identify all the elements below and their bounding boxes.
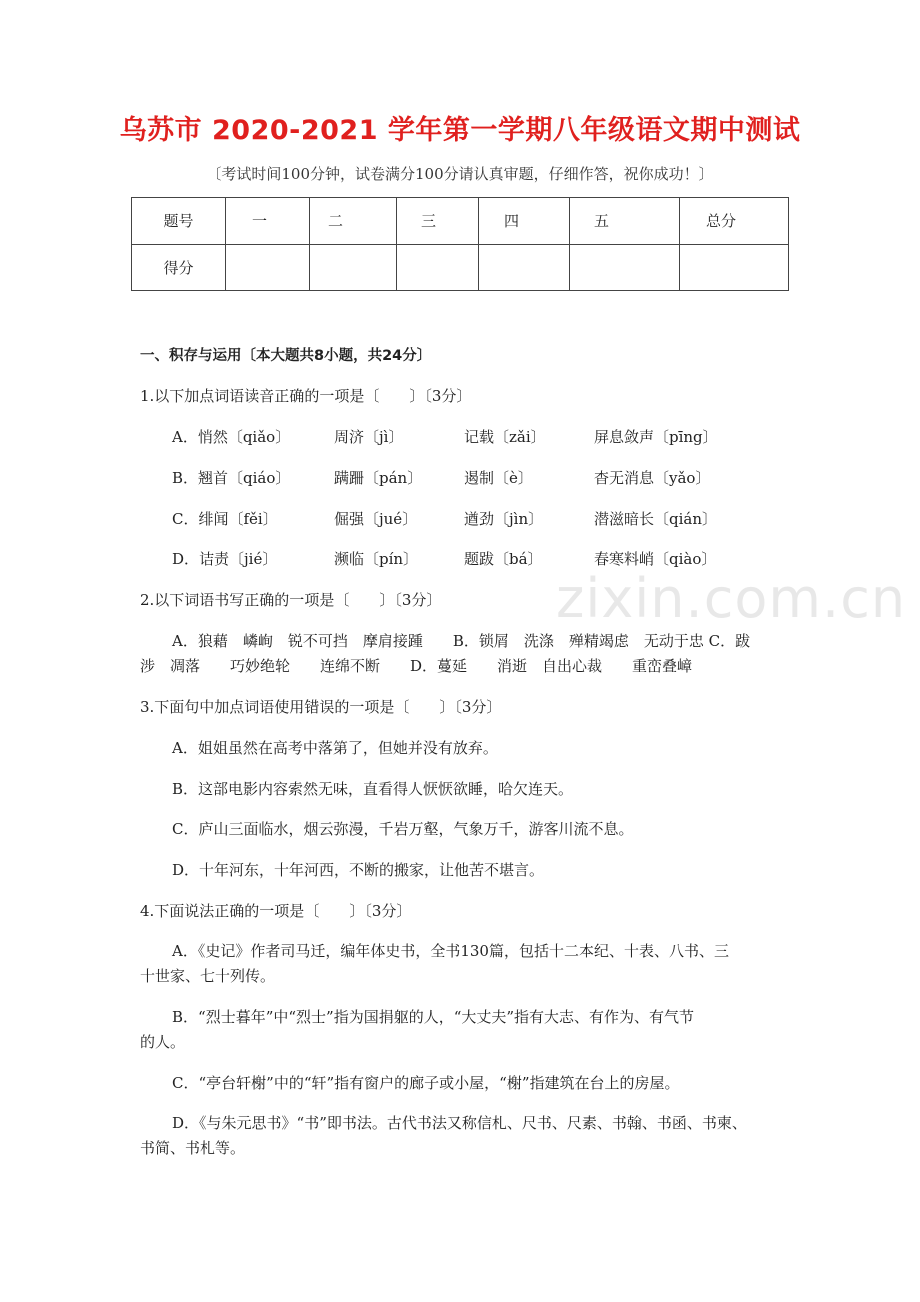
score-header-cell: 五 — [570, 198, 680, 245]
score-header-cell: 四 — [479, 198, 570, 245]
question-3-stem: 3.下面句中加点词语使用错误的一项是〔 〕〔3分〕 — [140, 698, 502, 716]
option-cell: B．翘首〔qiáo〕 — [172, 469, 291, 487]
score-header-cell: 总分 — [680, 198, 789, 245]
question-2-options-line1: A．狼藉 嶙峋 锐不可挡 摩肩接踵 B．锁屑 洗涤 殚精竭虑 无动于忠 C．跋 — [172, 632, 751, 650]
option-cell: 春寒料峭〔qiào〕 — [594, 550, 717, 568]
option-cell: D．诘责〔jié〕 — [172, 550, 278, 568]
question-4-option-a-line1: A．《史记》作者司马迁，编年体史书，全书130篇，包括十二本纪、十表、八书、三 — [172, 942, 729, 960]
question-2-stem: 2.以下词语书写正确的一项是〔 〕〔3分〕 — [140, 591, 442, 609]
score-table-score-row — [132, 244, 789, 291]
option-cell: 蹒跚〔pán〕 — [334, 469, 423, 487]
option-cell: 记载〔zǎi〕 — [464, 428, 546, 446]
question-3-option-a: A．姐姐虽然在高考中落第了，但她并没有放弃。 — [172, 739, 498, 757]
watermark: zixin.com.cn — [556, 567, 907, 630]
question-4-stem: 4.下面说法正确的一项是〔 〕〔3分〕 — [140, 902, 412, 920]
section-heading: 一、积存与运用〔本大题共8小题，共24分〕 — [140, 348, 432, 364]
option-cell: 遏制〔è〕 — [464, 469, 533, 487]
score-header-cell: 题号 — [132, 198, 226, 245]
score-cell[interactable] — [570, 244, 680, 291]
question-4-option-d-line2: 书简、书札等。 — [140, 1139, 246, 1157]
score-row-label: 得分 — [132, 244, 226, 291]
option-cell: A．悄然〔qiǎo〕 — [172, 428, 291, 446]
score-header-cell: 二 — [310, 198, 397, 245]
question-4-option-c: C．“亭台轩榭”中的“轩”指有窗户的廊子或小屋，“榭”指建筑在台上的房屋。 — [172, 1074, 680, 1092]
option-cell: 屏息敛声〔pīng〕 — [594, 428, 718, 446]
score-header-cell: 一 — [226, 198, 310, 245]
question-4-option-a-line2: 十世家、七十列传。 — [140, 967, 276, 985]
option-cell: 潜滋暗长〔qián〕 — [594, 510, 718, 528]
question-3-option-b: B．这部电影内容索然无味，直看得人恹恹欲睡，哈欠连天。 — [172, 780, 574, 798]
option-cell: 杳无消息〔yǎo〕 — [594, 469, 711, 487]
score-cell[interactable] — [226, 244, 310, 291]
question-4-option-b-line1: B．“烈士暮年”中“烈士”指为国捐躯的人，“大丈夫”指有大志、有作为、有气节 — [172, 1008, 695, 1026]
score-cell[interactable] — [397, 244, 479, 291]
option-cell: 周济〔jì〕 — [334, 428, 404, 446]
exam-instructions: 〔考试时间100分钟，试卷满分100分请认真审题，仔细作答，祝你成功！〕 — [206, 165, 714, 183]
option-cell: 濒临〔pín〕 — [334, 550, 419, 568]
page-title: 乌苏市 2020-2021 学年第一学期八年级语文期中测试 — [119, 115, 801, 146]
score-table — [131, 197, 789, 291]
score-cell[interactable] — [479, 244, 570, 291]
score-cell[interactable] — [680, 244, 789, 291]
score-header-cell: 三 — [397, 198, 479, 245]
question-4-option-d-line1: D．《与朱元思书》“书”即书法。古代书法又称信札、尺书、尺素、书翰、书函、书柬、 — [172, 1114, 747, 1132]
option-cell: 倔强〔jué〕 — [334, 510, 418, 528]
question-3-option-c: C．庐山三面临水，烟云弥漫，千岩万壑，气象万千，游客川流不息。 — [172, 820, 634, 838]
question-3-option-d: D．十年河东，十年河西，不断的搬家，让他苦不堪言。 — [172, 861, 545, 879]
option-cell: 题跋〔bá〕 — [464, 550, 543, 568]
question-4-option-b-line2: 的人。 — [140, 1033, 186, 1051]
option-cell: C．绯闻〔fěi〕 — [172, 510, 278, 528]
question-2-options-line2: 涉 凋落 巧妙绝轮 连绵不断 D．蔓延 消逝 自出心裁 重峦叠嶂 — [140, 657, 693, 675]
option-cell: 遒劲〔jìn〕 — [464, 510, 544, 528]
question-1-stem: 1.以下加点词语读音正确的一项是〔 〕〔3分〕 — [140, 387, 472, 405]
score-table-header-row — [132, 198, 789, 245]
score-cell[interactable] — [310, 244, 397, 291]
